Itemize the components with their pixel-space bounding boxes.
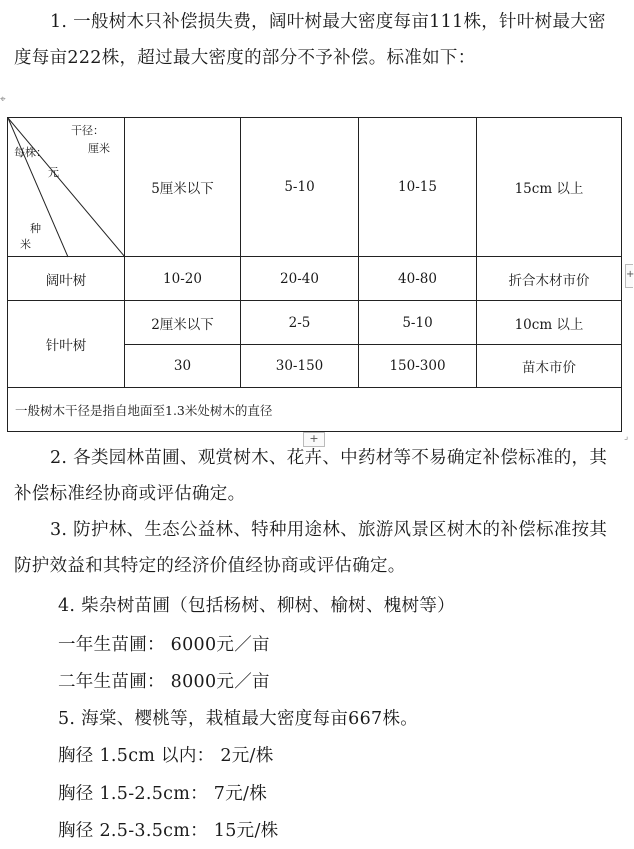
table-add-column-handle[interactable]: +: [625, 264, 633, 288]
item-5-line-1: 胸径 1.5cm 以内： 2元/株: [58, 746, 274, 766]
header-cell: 15cm 以上: [477, 118, 622, 257]
note-row: [8, 388, 622, 432]
table-cell: 40-80: [359, 257, 477, 301]
diagonal-header-cell: [8, 118, 125, 257]
diag-label-yuan: 元: [48, 166, 59, 179]
broadleaf-label: 阔叶树: [8, 257, 125, 301]
table-cell: 2-5: [241, 301, 359, 345]
item-4-line-1: 一年生苗圃： 6000元／亩: [58, 635, 270, 655]
compensation-table: [7, 117, 622, 432]
item-4-line-2: 二年生苗圃： 8000元／亩: [58, 672, 270, 692]
table-add-row-button[interactable]: +: [303, 432, 325, 447]
table-cell: 30: [125, 345, 241, 388]
item-5-line-3: 胸径 2.5-3.5cm： 15元/株: [58, 821, 279, 841]
diag-label-per-plant: 每株：: [14, 146, 47, 159]
paragraph-3: 3. 防护林、生态公益林、特种用途林、旅游风景区树木的补偿标准按其防护效益和其特定的经济价值经协商或评估确定。: [14, 520, 608, 576]
table-cell: 折合木材市价: [477, 257, 622, 301]
item-5-heading: 5. 海棠、樱桃等，栽植最大密度每亩667株。: [58, 709, 419, 729]
table-resize-handle-icon[interactable]: ⌟: [624, 432, 629, 442]
diag-label-diameter: 干径：: [71, 124, 104, 137]
header-cell: 5-10: [241, 118, 359, 257]
conifer-label: 针叶树: [8, 301, 125, 388]
broadleaf-row: [8, 257, 622, 301]
diagonal-lines: [8, 118, 125, 257]
conifer-size-row: [8, 301, 622, 345]
table-cell: 5-10: [359, 301, 477, 345]
header-cell: 5厘米以下: [125, 118, 241, 257]
intro-paragraph: 1. 一般树木只补偿损失费，阔叶树最大密度每亩111株，针叶树最大密度每亩222株，超过最大密度的部分不予补偿。标准如下：: [14, 12, 606, 68]
header-cell: 10-15: [359, 118, 477, 257]
table-cell: 10cm 以上: [477, 301, 622, 345]
table-move-handle-icon[interactable]: ⌖: [0, 94, 6, 105]
item-5-line-2: 胸径 1.5-2.5cm： 7元/株: [58, 784, 268, 804]
table-header-row: [8, 118, 622, 257]
diag-label-mi: 米: [20, 238, 31, 251]
diag-label-cm: 厘米: [88, 142, 110, 155]
diag-label-species: 种: [30, 222, 41, 235]
table-cell: 150-300: [359, 345, 477, 388]
table-note: 一般树木干径是指自地面至1.3米处树木的直径: [8, 388, 622, 432]
table-cell: 20-40: [241, 257, 359, 301]
table-cell: 苗木市价: [477, 345, 622, 388]
table-cell: 30-150: [241, 345, 359, 388]
paragraph-2: 2. 各类园林苗圃、观赏树木、花卉、中药材等不易确定补偿标准的，其补偿标准经协商或评估确定。: [14, 448, 608, 504]
item-4-heading: 4. 柴杂树苗圃（包括杨树、柳树、榆树、槐树等）: [58, 596, 455, 616]
table-cell: 10-20: [125, 257, 241, 301]
table-cell: 2厘米以下: [125, 301, 241, 345]
